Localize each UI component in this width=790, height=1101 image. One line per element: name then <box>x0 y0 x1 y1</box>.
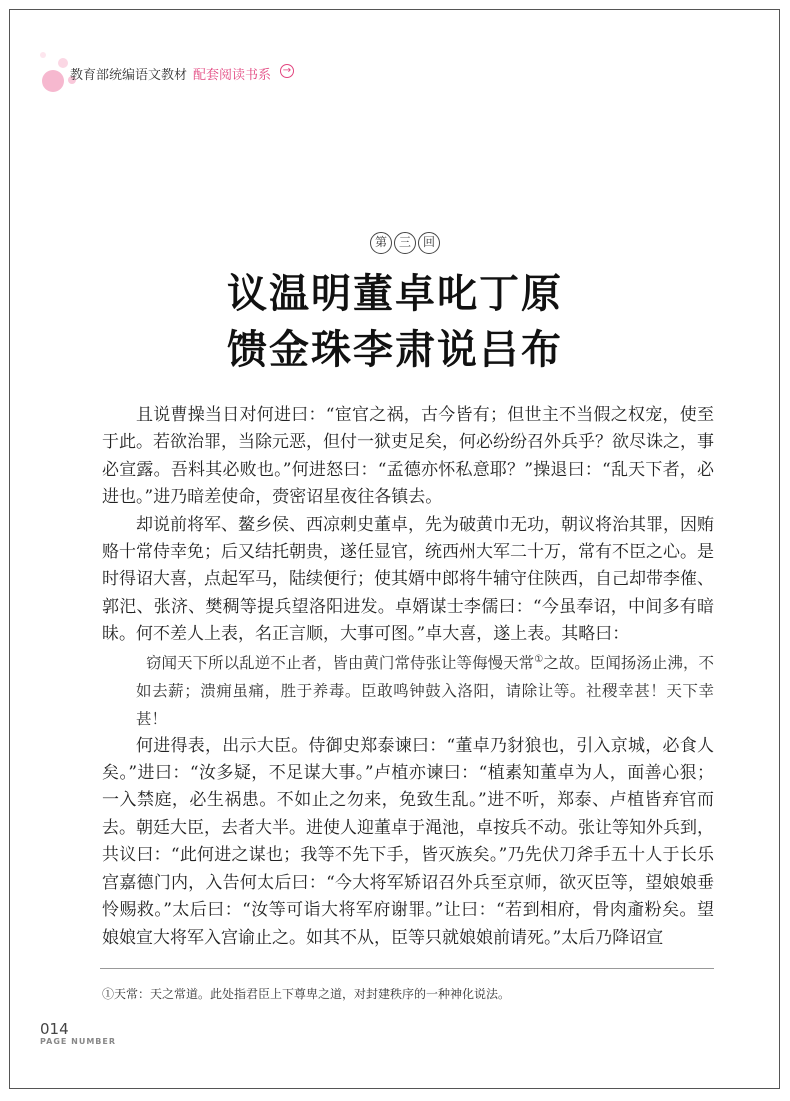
memorial-text: 窃闻天下所以乱逆不止者，皆由黄门常侍张让等侮慢天常 <box>146 653 535 672</box>
chapter-char: 第 <box>370 232 392 254</box>
decor-dot <box>58 58 68 68</box>
decor-dot <box>42 70 64 92</box>
paragraph: 且说曹操当日对何进曰：“宦官之祸，古今皆有；但世主不当假之权宠，使至于此。若欲治罪，当除元恶，但付一狱吏足矣，何必纷纷召外兵乎？欲尽诛之，事必宣露。吾料其必败也。”何进怒曰：“孟德亦怀私意耶？”操退曰：“乱天下者，必进也。”进乃暗差使命，赍密诏星夜往各镇去。 <box>102 405 714 508</box>
footnote-divider <box>100 968 714 969</box>
memorial-quote <box>102 649 714 733</box>
chapter-title-line2: 馈金珠李肃说吕布 <box>227 327 563 373</box>
series-heading <box>70 64 271 83</box>
page-number: 014 <box>40 1020 69 1038</box>
chapter-number <box>370 232 440 254</box>
memorial-text: 之故。臣闻扬汤止沸，不如去薪；溃痈虽痛，胜于养毒。臣敢鸣钟鼓入洛阳，请除让等。社稷幸甚！天下幸甚！ <box>136 653 714 728</box>
footnote: ①天常：天之常道。此处指君臣上下尊卑之道，对封建秩序的一种神化说法。 <box>102 987 511 1001</box>
body-text <box>102 402 714 952</box>
paragraph: 何进得表，出示大臣。侍御史郑泰谏曰：“董卓乃豺狼也，引入京城，必食人矣。”进曰：“汝多疑，不足谋大事。”卢植亦谏曰：“植素知董卓为人，面善心狠；一入禁庭，必生祸患。不如止之勿来，免致生乱。”进不听，郑泰、卢植皆弃官而去。朝廷大臣，去者大半。进使人迎董卓于渑池，卓按兵不动。张让等知外兵到，共议曰：“此何进之谋也；我等不先下手，皆灭族矣。”乃先伏刀斧手五十人于长乐宫嘉德门内，入告何太后曰：“今大将军矫诏召外兵至京师，欲灭臣等，望娘娘垂怜赐救。”太后曰：“汝等可诣大将军府谢罪。”让曰：“若到相府，骨肉齑粉矣。望娘娘宣大将军入宫谕止之。如其不从，臣等只就娘娘前请死。”太后乃降诏宣 <box>102 735 714 948</box>
chapter-title-line1: 议温明董卓叱丁原 <box>227 271 563 317</box>
footnote-reference[interactable]: ① <box>534 653 544 665</box>
series-subtitle: 配套阅读书系 <box>193 68 272 83</box>
chapter-char: 回 <box>418 232 440 254</box>
paragraph: 却说前将军、鳌乡侯、西凉刺史董卓，先为破黄巾无功，朝议将治其罪，因贿赂十常侍幸免；后又结托朝贵，遂任显官，统西州大军二十万，常有不臣之心。是时得诏大喜，点起军马，陆续便行；使其婿中郎将牛辅守住陕西，自己却带李傕、郭汜、张济、樊稠等提兵望洛阳进发。卓婿谋士李儒曰：“今虽奉诏，中间多有暗昧。何不差人上表，名正言顺，大事可图。”卓大喜，遂上表。其略曰： <box>102 514 714 645</box>
arrow-right-icon: → <box>280 64 294 78</box>
series-name: 教育部统编语文教材 <box>70 68 188 83</box>
decor-dot <box>40 52 46 58</box>
page-number-label: PAGE NUMBER <box>40 1037 117 1046</box>
chapter-char: 三 <box>394 232 416 254</box>
